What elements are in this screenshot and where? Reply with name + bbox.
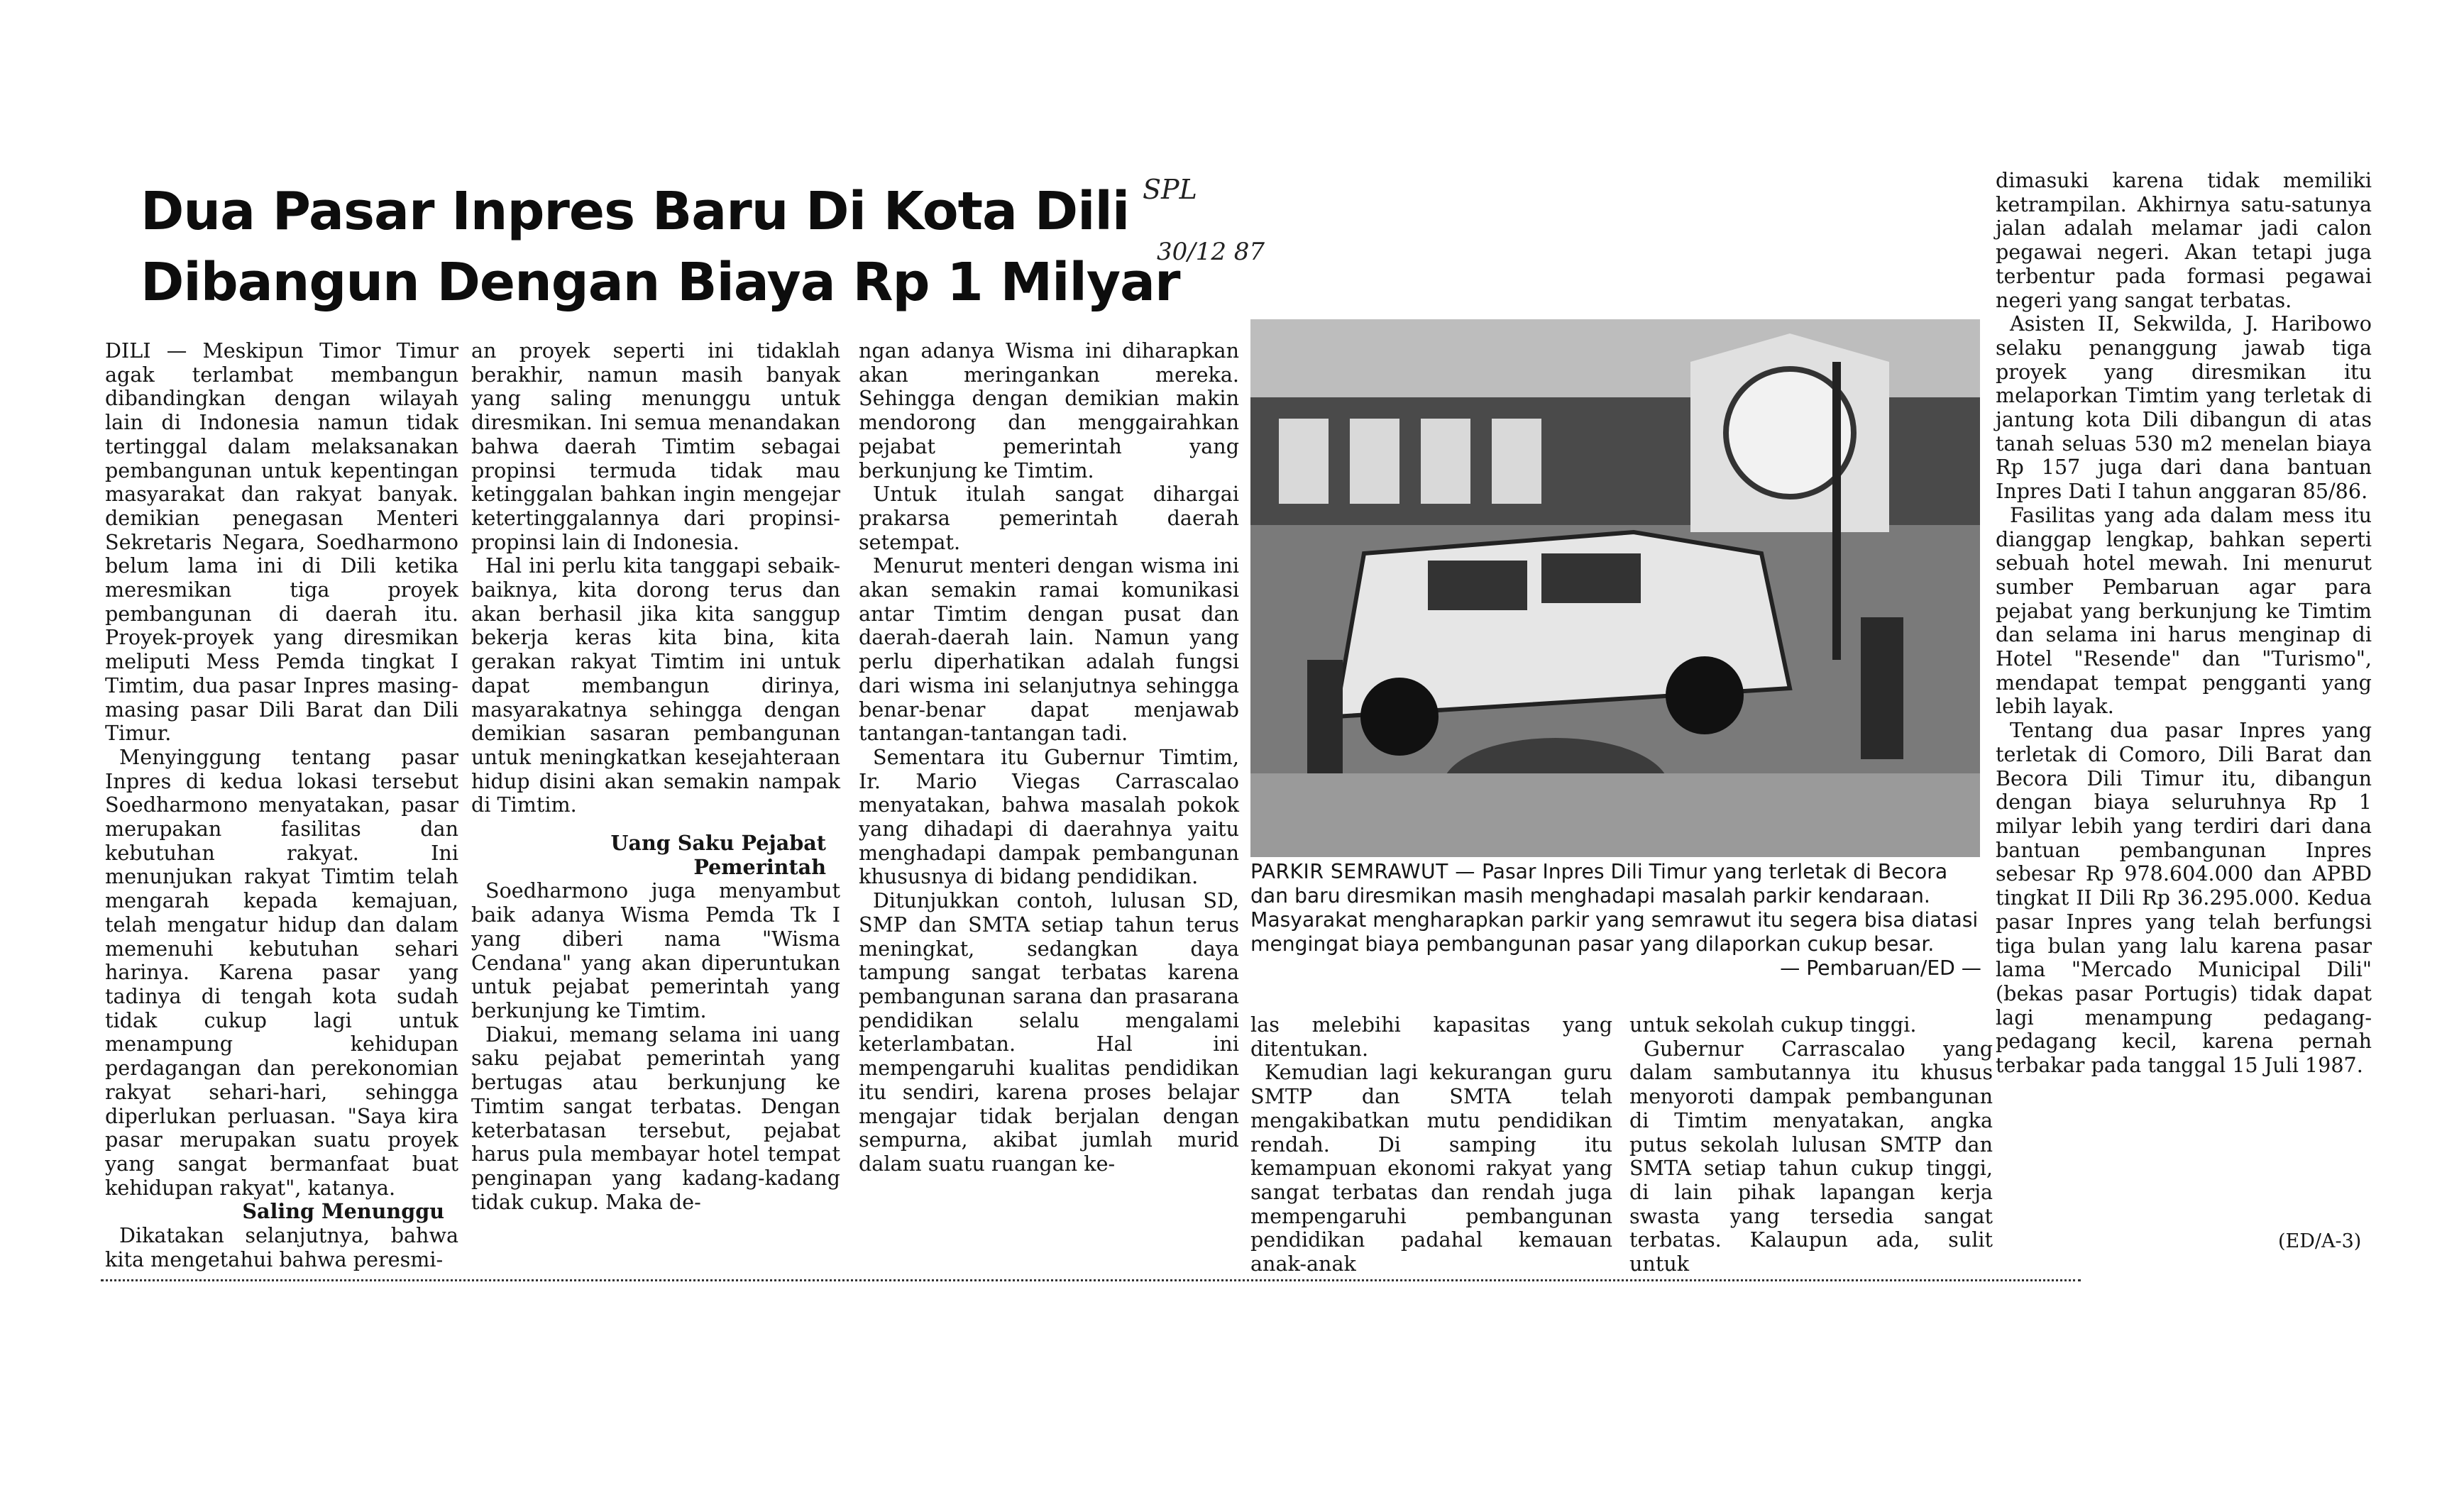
paragraph: las melebihi kapasitas yang ditentukan. <box>1250 1012 1612 1061</box>
paragraph: Gubernur Carrascalao yang dalam sambutannya itu khusus menyoroti dampak pembangunan di Timtim menyatakan, angka putus sekolah lulusan SMTP dan SMTA setiap tahun cukup tinggi, di lain pihak lapangan kerja swasta yang tersedia sangat terbatas. Kalaupun ada, sulit untuk <box>1629 1036 1993 1276</box>
paragraph: Dikatakan selanjutnya, bahwa kita mengetahui bahwa peresmi- <box>105 1223 458 1271</box>
caption-credit: — Pembaruan/ED — <box>1780 956 1981 980</box>
paragraph: Ditunjukkan contoh, lulusan SD, SMP dan SMTA setiap tahun terus meningkat, sedangkan daya tampung sangat terbatas karena pembangunan sarana dan prasarana pendidikan selalu mengalami keterlambatan. Hal ini mempengaruhi kualitas pendidikan itu sendiri, karena proses belajar mengajar tidak berjalan dengan sempurna, akibat jumlah murid dalam suatu ruangan ke- <box>859 888 1239 1176</box>
paragraph: dimasuki karena tidak memiliki ketrampilan. Akhirnya satu-satunya jalan adalah melamar jadi calon pegawai negeri. Akan tetapi juga terbentur pada formasi pegawai negeri yang sangat terbatas. <box>1996 168 2372 312</box>
article-column-2 <box>471 339 840 1214</box>
news-photo <box>1250 319 1980 857</box>
photo-market-parking <box>1250 319 1980 857</box>
article-column-5 <box>1629 1013 1993 1276</box>
paragraph: Asisten II, Sekwilda, J. Haribowo selaku penanggung jawab tiga proyek yang diresmikan itu melaporkan Timtim yang terletak di jantung kota Dili dibangun di atas tanah seluas 530 m2 menelan biaya Rp 157 juga dari dana bantuan Inpres Dati I tahun anggaran 85/86. <box>1996 311 2372 504</box>
paragraph: Kemudian lagi kekurangan guru SMTP dan SMTA telah mengakibatkan mutu pendidikan rendah. Di samping itu kemampuan ekonomi rakyat yang sangat terbatas dan rendah juga mempengaruhi pembangunan pendidikan padahal kemauan anak-anak <box>1250 1060 1612 1276</box>
paragraph: untuk sekolah cukup tinggi. <box>1629 1012 1917 1037</box>
caption-text: Pasar Inpres Dili Timur yang terletak di Becora dan baru diresmikan masih menghadapi masalah parkir kendaraan. Masyarakat mengharapkan parkir yang semrawut itu segera bisa diatasi mengingat biaya pembangunan pasar yang dilaporkan cukup besar. <box>1250 860 1979 956</box>
paragraph: Tentang dua pasar Inpres yang terletak di Comoro, Dili Barat dan Becora Dili Timur itu, dibangun dengan biaya seluruhnya Rp 1 milyar lebih yang terdiri dari dana bantuan pembangunan Inpres sebesar Rp 978.604.000 dan APBD tingkat II Dili Rp 36.295.000. Kedua pasar Inpres yang telah berfungsi tiga bulan yang lalu karena pasar lama "Mercado Municipal Dili" (bekas pasar Portugis) tidak dapat lagi menampung pedagang-pedagang kecil, karena pernah terbakar pada tanggal 15 Juli 1987. <box>1996 718 2372 1078</box>
paragraph: Soedharmono juga menyambut baik adanya Wisma Pemda Tk I yang diberi nama "Wisma Cendana" yang akan diperuntukan untuk pejabat pemerintah yang berkunjung ke Timtim. <box>471 878 840 1022</box>
headline <box>141 176 1219 318</box>
article-column-4 <box>1250 1013 1612 1276</box>
paragraph: Menyinggung tentang pasar Inpres di kedua lokasi tersebut Soedharmono menyatakan, pasar merupakan fasilitas dan kebutuhan rakyat. Ini menunjukan rakyat Timtim telah mengarah kepada kemajuan, telah mengatur hidup dan dalam memenuhi kebutuhan sehari harinya. Karena pasar yang tadinya di tengah kota sudah tidak cukup lagi untuk menampung kehidupan perdagangan dan perekonomian rakyat sehari-hari, sehingga diperlukan perluasan. "Saya kira pasar merupakan suatu proyek yang sangat bermanfaat buat kehidupan rakyat", katanya. <box>105 744 458 1200</box>
paragraph: Menurut menteri dengan wisma ini akan semakin ramai komunikasi antar Timtim dengan pusat dan daerah-daerah lain. Namun yang perlu diperhatikan adalah fungsi dari wisma ini selanjutnya sehingga benar-benar dapat menjawab tantangan-tantangan tadi. <box>859 553 1239 746</box>
photo-caption <box>1250 860 1981 981</box>
article-column-3 <box>859 339 1239 1176</box>
handwritten-date: 30/12 87 <box>1157 238 1265 266</box>
paragraph: an proyek seperti ini tidaklah berakhir, namun masih banyak yang saling menunggu untuk diresmikan. Ini semua menandakan bahwa daerah Timtim sebagai propinsi termuda tidak mau ketinggalan bahkan ingin mengejar ketertinggalannya dari propinsi-propinsi lain di Indonesia. <box>471 338 840 554</box>
headline-line-2: Dibangun Dengan Biaya Rp 1 Milyar <box>141 252 1180 313</box>
paragraph: Diakui, memang selama ini uang saku pejabat pemerintah yang bertugas atau berkunjung ke Timtim sangat terbatas. Dengan keterbatasan tersebut, pejabat harus pula membayar hotel tempat penginapan yang kadang-kadang tidak cukup. Maka de- <box>471 1022 840 1214</box>
bottom-rule <box>101 1279 2081 1281</box>
handwritten-mark: SPL <box>1143 174 1197 205</box>
subheading: Saling Menunggu <box>242 1199 444 1224</box>
paragraph: DILI — Meskipun Timor Timur agak terlambat membangun dibandingkan dengan wilayah lain di Indonesia namun tidak tertinggal dalam melaksanakan pembangunan untuk kepentingan masyarakat dan rakyat banyak. demikian penegasan Menteri Sekretaris Negara, Soedharmono belum lama ini di Dili ketika meresmikan tiga proyek pembangunan di daerah itu. Proyek-proyek yang diresmikan meliputi Mess Pemda tingkat I Timtim, dua pasar Inpres masing-masing pasar Dili Barat dan Dili Timur. <box>105 338 458 746</box>
paragraph: ngan adanya Wisma ini diharapkan akan meringankan mereka. Sehingga dengan demikian makin mendorong dan menggairahkan pejabat pemerintah yang berkunjung ke Timtim. <box>859 338 1239 482</box>
paragraph: Fasilitas yang ada dalam mess itu dianggap lengkap, bahkan seperti sebuah hotel mewah. Ini menurut sumber Pembaruan agar para pejabat yang berkunjung ke Timtim dan selama ini harus menginap di Hotel "Resende" dan "Turismo", mendapat tempat pengganti yang lebih layak. <box>1996 502 2372 719</box>
subheading: Uang Saku Pejabat Pemerintah <box>610 831 826 879</box>
article-column-6 <box>1996 169 2372 1078</box>
headline-line-1: Dua Pasar Inpres Baru Di Kota Dili <box>141 181 1130 242</box>
author-signature: (ED/A-3) <box>2278 1230 2362 1252</box>
caption-lead: PARKIR SEMRAWUT — <box>1250 860 1475 883</box>
paragraph: Untuk itulah sangat dihargai prakarsa pemerintah daerah setempat. <box>859 482 1239 554</box>
paragraph: Sementara itu Gubernur Timtim, Ir. Mario Viegas Carrascalao menyatakan, bahwa masalah pokok yang dihadapi di daerahnya yaitu menghadapi dampak pembangunan khususnya di bidang pendidikan. <box>859 744 1239 889</box>
paragraph: Hal ini perlu kita tanggapi sebaik-baiknya, kita dorong terus dan akan berhasil jika kita sanggup bekerja keras kita bina, kita gerakan rakyat Timtim ini untuk dapat membangun dirinya, masyarakatnya sehingga dengan demikian sasaran pembangunan untuk meningkatkan kesejahteraan hidup disini akan semakin nampak di Timtim. <box>471 553 840 817</box>
article-column-1 <box>105 339 458 1271</box>
